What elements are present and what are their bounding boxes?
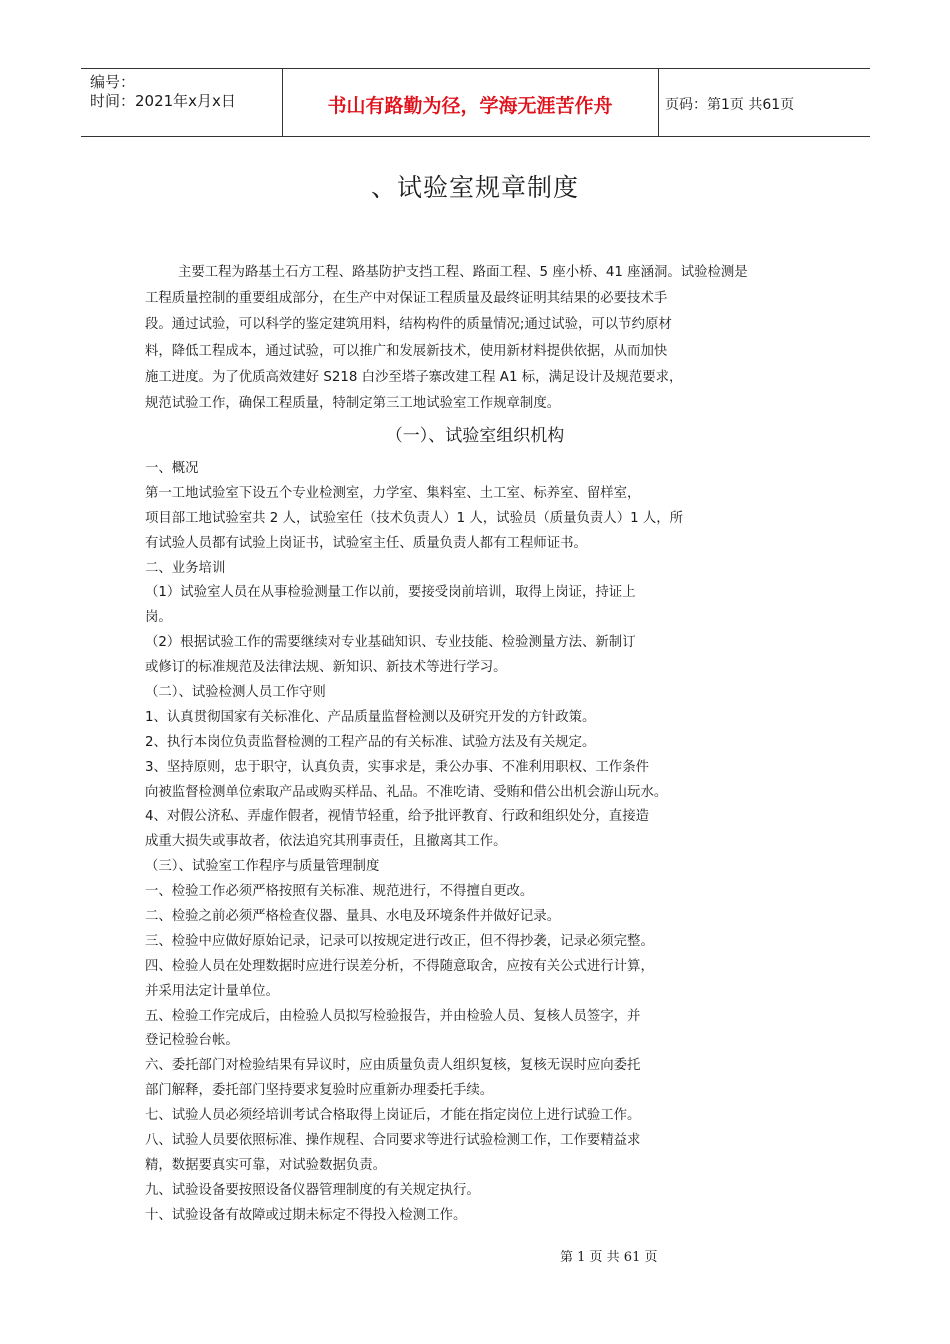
header-page-info: 页码：第1页 共61页 — [665, 97, 795, 113]
body-line: 五、检验工作完成后，由检验人员拟写检验报告，并由检验人员、复核人员签字，并 — [145, 1008, 641, 1024]
body-line: 或修订的标准规范及法律法规、新知识、新技术等进行学习。 — [145, 660, 507, 676]
body-line: （三）、试验室工作程序与质量管理制度 — [145, 859, 380, 875]
body-line: 一、概况 — [145, 461, 199, 476]
body-line: 4、对假公济私、弄虚作假者，视情节轻重，给予批评教育、行政和组织处分，直接造 — [145, 809, 649, 825]
body-line: 二、检验之前必须严格检查仪器、量具、水电及环境条件并做好记录。 — [145, 909, 561, 925]
body-line: 二、业务培训 — [145, 560, 226, 576]
header-divider-right — [658, 69, 659, 136]
body-line: 1、认真贯彻国家有关标准化、产品质量监督检测以及研究开发的方针政策。 — [145, 709, 596, 725]
intro-line: 主要工程为路基土石方工程、路基防护支挡工程、路面工程、5 座小桥、41 座涵洞。试验检测是 — [178, 265, 748, 280]
intro-line: 规范试验工作，确保工程质量，特制定第三工地试验室工作规章制度。 — [145, 395, 561, 411]
intro-line: 料，降低工程成本，通过试验，可以推广和发展新技术，使用新材料提供依据，从而加快 — [145, 343, 668, 359]
header-motto: 书山有路勤为径，学海无涯苦作舟 — [327, 95, 613, 117]
body-line: 向被监督检测单位索取产品或购买样品、礼品。不准吃请、受贿和借公出机会游山玩水。 — [145, 784, 668, 800]
body-line: 部门解释，委托部门坚持要求复验时应重新办理委托手续。 — [145, 1083, 494, 1099]
body-line: 六、委托部门对检验结果有异议时，应由质量负责人组织复核，复核无误时应向委托 — [145, 1058, 641, 1074]
body-line: 岗。 — [145, 610, 172, 626]
body-line: 八、试验人员要依照标准、操作规程、合同要求等进行试验检测工作，工作要精益求 — [145, 1133, 641, 1149]
body-line: 3、坚持原则，忠于职守，认真负责，实事求是，秉公办事、不准利用职权、工作条件 — [145, 759, 649, 775]
time-label: 时间：2021年x月x日 — [90, 92, 236, 110]
page-footer: 第 1 页 共 61 页 — [560, 1250, 658, 1265]
document-title: 、试验室规章制度 — [370, 173, 579, 202]
header-meta — [90, 73, 236, 111]
body-line: 并采用法定计量单位。 — [145, 983, 279, 999]
intro-paragraph — [145, 260, 748, 417]
body-line: 2、执行本岗位负责监督检测的工程产品的有关标准、试验方法及有关规定。 — [145, 734, 596, 750]
body-line: 有试验人员都有试验上岗证书，试验室主任、质量负责人都有工程师证书。 — [145, 535, 587, 551]
body-line: 精，数据要真实可靠，对试验数据负责。 — [145, 1157, 387, 1173]
body-line: 登记检验台帐。 — [145, 1033, 239, 1049]
body-line: （1）试验室人员在从事检验测量工作以前，要接受岗前培训，取得上岗证，持证上 — [145, 585, 636, 601]
body-line: 九、试验设备要按照设备仪器管理制度的有关规定执行。 — [145, 1182, 480, 1198]
section-title: （一）、试验室组织机构 — [385, 426, 565, 446]
intro-line: 工程质量控制的重要组成部分，在生产中对保证工程质量及最终证明其结果的必要技术手 — [145, 291, 668, 307]
intro-line: 段。通过试验，可以科学的鉴定建筑用料，结构构件的质量情况;通过试验，可以节约原材 — [145, 317, 672, 333]
body-line: 成重大损失或事故者，依法追究其刑事责任，且撤离其工作。 — [145, 834, 507, 850]
serial-label: 编号： — [90, 73, 136, 91]
body-text — [145, 457, 683, 1229]
intro-line: 施工进度。为了优质高效建好 S218 白沙至塔子寨改建工程 A1 标，满足设计及规范要求， — [145, 369, 683, 385]
body-line: 十、试验设备有故障或过期未标定不得投入检测工作。 — [145, 1207, 467, 1223]
body-line: （二）、试验检测人员工作守则 — [145, 685, 326, 701]
body-line: 项目部工地试验室共 2 人，试验室任（技术负责人）1 人，试验员（质量负责人）1 人，所 — [145, 510, 684, 526]
body-line: 第一工地试验室下设五个专业检测室，力学室、集料室、土工室、标养室、留样室， — [145, 485, 641, 501]
body-line: 四、检验人员在处理数据时应进行误差分析，不得随意取舍，应按有关公式进行计算， — [145, 958, 654, 974]
page-header — [81, 68, 870, 137]
body-line: 一、检验工作必须严格按照有关标准、规范进行，不得擅自更改。 — [145, 884, 534, 900]
body-line: 七、试验人员必须经培训考试合格取得上岗证后，才能在指定岗位上进行试验工作。 — [145, 1108, 641, 1124]
body-line: 三、检验中应做好原始记录，记录可以按规定进行改正，但不得抄袭，记录必须完整。 — [145, 933, 654, 949]
body-line: （2）根据试验工作的需要继续对专业基础知识、专业技能、检验测量方法、新制订 — [145, 635, 636, 651]
